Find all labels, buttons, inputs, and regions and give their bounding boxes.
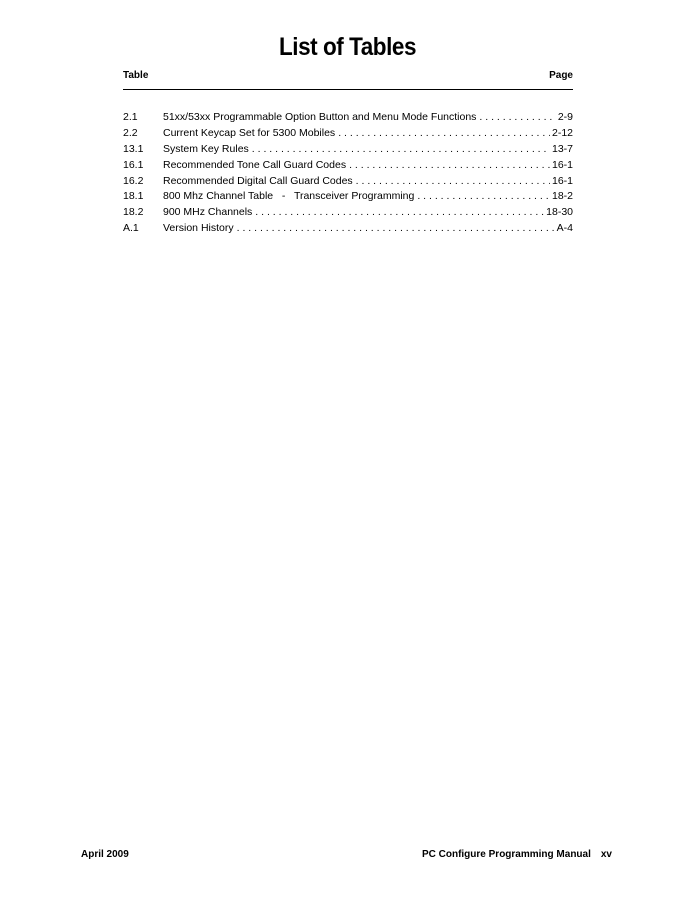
entry-title[interactable]: 800 Mhz Channel Table - Transceiver Programming (163, 190, 415, 203)
entry-title[interactable]: Version History (163, 222, 234, 235)
dot-leader (417, 190, 550, 202)
footer-page-number: xv (600, 849, 612, 860)
footer-date: April 2009 (81, 849, 129, 860)
toc-entry[interactable] (123, 111, 573, 127)
entry-number: 2.2 (123, 126, 138, 139)
toc-entry[interactable] (123, 175, 573, 191)
entry-page[interactable]: 2-9 (557, 111, 573, 123)
entry-number: 16.1 (123, 158, 144, 171)
dot-leader (237, 222, 555, 234)
entry-title[interactable]: 51xx/53xx Programmable Option Button and Menu Mode Functions (163, 111, 477, 123)
toc-entry[interactable] (123, 190, 573, 206)
entry-number: A.1 (123, 222, 139, 235)
toc-entry[interactable] (123, 143, 573, 159)
column-headers (123, 70, 573, 90)
entry-number: 18.2 (123, 206, 144, 219)
entry-page[interactable]: 16-1 (551, 158, 573, 171)
entry-page[interactable]: 18-30 (546, 206, 573, 219)
toc-entry[interactable] (123, 222, 573, 238)
entry-page[interactable]: A-4 (556, 222, 573, 235)
table-column-header: Table (123, 70, 149, 81)
toc-entry[interactable] (123, 159, 573, 175)
entry-title[interactable]: Recommended Digital Call Guard Codes (163, 174, 353, 187)
dot-leader (255, 206, 544, 218)
entry-title[interactable]: Current Keycap Set for 5300 Mobiles (163, 126, 336, 139)
page-title: List of Tables (278, 33, 417, 61)
entry-title[interactable]: System Key Rules (163, 142, 249, 155)
dot-leader (479, 111, 555, 123)
dot-leader (356, 175, 550, 187)
entry-page[interactable]: 18-2 (551, 190, 573, 203)
toc-entry[interactable] (123, 127, 573, 143)
toc-entry[interactable] (123, 206, 573, 222)
entry-number: 18.1 (123, 190, 144, 203)
dot-leader (252, 143, 550, 155)
footer-right (422, 849, 612, 860)
dot-leader (349, 159, 550, 171)
entry-page[interactable]: 2-12 (551, 126, 573, 139)
entry-number: 2.1 (123, 111, 138, 123)
entry-number: 16.2 (123, 174, 144, 187)
footer-manual-title: PC Configure Programming Manual (421, 849, 591, 860)
entry-page[interactable]: 13-7 (551, 142, 573, 155)
dot-leader (338, 127, 550, 139)
entry-number: 13.1 (123, 142, 144, 155)
entry-title[interactable]: Recommended Tone Call Guard Codes (163, 158, 347, 171)
entry-title[interactable]: 900 MHz Channels (163, 206, 253, 219)
entry-page[interactable]: 16-1 (551, 174, 573, 187)
list-of-tables (123, 111, 573, 238)
page-column-header: Page (549, 70, 573, 81)
